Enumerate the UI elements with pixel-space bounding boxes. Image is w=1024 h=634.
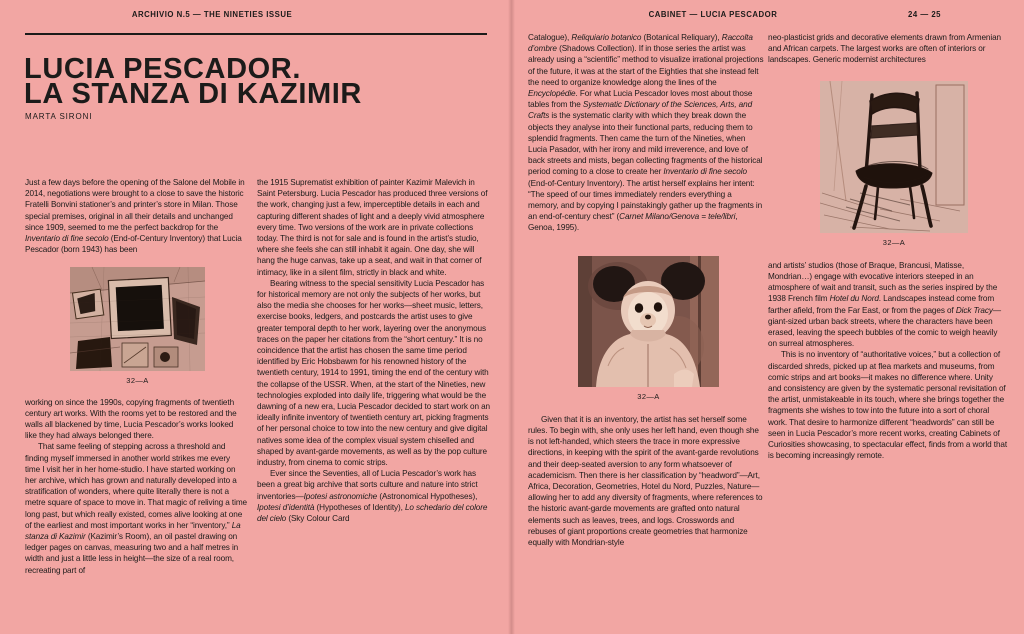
body-column-3 xyxy=(528,32,764,548)
byline-author: MARTA SIRONI xyxy=(25,112,93,121)
body-paragraph: This is no inventory of “authoritative voices,” but a collection of discarded shreds, picked up at flea markets and museums, from comic strips and art books—it makes no difference where. Unity and consistency are given by the systematic personal revisitation of the artist, unmistakeable in its touch, where she brings together the fragments she wishes to tow into the future into a sort of choral work. That desire to harmonize different “headwords” can still be seen in Lucia Pescador’s more recent works, creating Cabinets of Curiosities showcasing, to spectacular effect, finds from a world that is becoming increasingly remote. xyxy=(768,350,1008,461)
chair-sketch-image xyxy=(820,81,968,233)
mouse-ears-portrait-image xyxy=(578,256,719,387)
body-paragraph: That same feeling of stepping across a threshold and finding myself immersed in another world strikes me every time I visit her in her home-studio. I have started working on her archive, which has grown and naturally developed into a stratification of wonders, where quite literally there is not a metre square of space to move in. That magic of reliving a time long past, but which really existed, comes alive looking at one of the earliest and most important works in her “inventory,” La stanza di Kazimir (Kazimir’s Room), an oil pastel drawing on ledger pages on canvas, measuring two and a half metres in width and just a little less in height—the size of a real room, recreating part of xyxy=(25,442,247,575)
running-head-right: CABINET — LUCIA PESCADOR xyxy=(648,10,778,19)
article-title xyxy=(24,53,362,111)
body-paragraph: Catalogue), Reliquiario botanico (Botanical Reliquary), Raccolta d’ombre (Shadows Collection). If in those series the artist was already using a “scientific” method to visualize irrational projections of the future, it was at the start of the Eighties that she instead felt the need to organize knowledge along the lines of the Encyclopédie. For what Lucia Pescador loves most about those tables from the Systematic Dictionary of the Sciences, Arts, and Crafts is the systematic clarity with which they break down the objects they analyse into their functional parts, reducing them to splendid fragments. Then came the turn of the Nineties, when Lucia Pasador, with her irony and mild irreverence, and love of back streets and mists, began collecting fragments of the historical period coming to a close to create her Inventario di fine secolo (End-of-Century Inventory). The artist herself explains her intent: “The speed of our times immediately renders everything a memory, and by copying I painstakingly gather up the fragments in an end-of-century chest” (Carnet Milano/Genova = tele/libri, Genoa, 1995). xyxy=(528,33,764,233)
body-paragraph: the 1915 Suprematist exhibition of painter Kazimir Malevich in Saint Petersburg. Lucia Pescador has produced three versions of the work, changing just a few, imperceptible details in each and capturing different shades of light and a deeply vivid atmosphere every time. Two versions of the work are in private collections today. The third is not for sale and is found in the artist’s studio, where she feels she can still inhabit it again. One day, she will hang the huge canvas, take up a seat, and wait in that corner of intimacy, like in a silent film, strictly in black and white. xyxy=(257,178,488,277)
body-paragraph: Bearing witness to the special sensitivity Lucia Pescador has for historical memory are not only the subjects of her works, but also the media she chooses for her works—sheet music, letters, exercise books, ledgers, and postcards the artist uses to give greater temporal depth to her work, layering over the anonymous traces on the paper her citations from the “short century.” It is no coincidence that the artist has chosen the same time period identified by Eric Hobsbawm for his renowned history of the twentieth century, 1914 to 1991, timing the end of the century with the collapse of the USSR. When, at the start of the Nineties, new technologies exploded into daily life, triggering what would be the dawning of a new era, Lucia Pescador decided to start work on an ideally infinite inventory of twentieth century art, picking fragments of her personal choice to tow into the new century and give digital natives some idea of the complex visual system chiselled and shaped by avant-garde movements, as well as by the pop culture industry, from cinema to comic strips. xyxy=(257,278,491,468)
article-title-line1: LUCIA PESCADOR. xyxy=(24,53,301,86)
figure-caption: 32—A xyxy=(126,376,149,386)
body-column-2 xyxy=(257,177,493,524)
page-folio: 24 — 25 xyxy=(908,10,941,19)
body-paragraph: Just a few days before the opening of the Salone del Mobile in 2014, negotiations were brought to a close to save the historic Fratelli Bonvini stationer’s and printer’s store in Milan. Those special premises, original in all their details and unchanged since 1909, seemed to me the perfect backdrop for the Inventario di fine secolo (End-of-Century Inventory) that Lucia Pescador (born 1943) has been xyxy=(25,178,245,255)
figure-chair-sketch xyxy=(820,81,968,248)
body-paragraph: Ever since the Seventies, all of Lucia Pescador’s work has been a great big archive that sorts culture and nature into strict inventories—Ipotesi astronomiche (Astronomical Hypotheses), Ipotesi d’identità (Hypotheses of Identity), Lo schedario del colore del cielo (Sky Colour Card xyxy=(257,469,488,524)
etching-kazimir-room-image xyxy=(70,267,205,371)
figure-kazimir-room xyxy=(70,267,205,386)
running-head-left: ARCHIVIO N.5 — THE NINETIES ISSUE xyxy=(131,10,293,19)
body-column-4 xyxy=(768,32,1008,461)
body-column-1 xyxy=(25,177,247,576)
body-paragraph: and artists’ studios (those of Braque, Brancusi, Matisse, Mondrian…) engage with evocative interiors steeped in an atmosphere of wait and transit, such as the series inspired by the 1938 French film Hotel du Nord. Landscapes instead come from farther afield, from the Far East, or from the pages of Dick Tracy—giant-sized urban back streets, where the characters have been erased, leaving the speech bubbles of the comic to weigh heavily on surreal atmospheres. xyxy=(768,260,1001,349)
title-rule xyxy=(25,33,487,35)
figure-caption: 32—A xyxy=(637,391,660,401)
page-gutter xyxy=(508,0,515,634)
figure-caption: 32—A xyxy=(882,237,906,247)
body-paragraph: Given that it is an inventory, the artist has set herself some rules. To begin with, she only uses her left hand, even though she is not left-handed, which steers the trace in more expressive directions, in keeping with the spirit of the avant-garde revolutions and their deep-seated aversion to any form whatsoever of academicism. Then there is her classification by “headword”—Art, Africa, Decoration, Geometries, Hotel du Nord, Puzzles, Nature—allowing her to add any diversity of fragments, where references to the historic avant-garde movements are grafted onto natural elements such as leaves, trees, and logs. Crosswords and rebuses of giant proportions create geometries that harmonize equally with Mondrian-style xyxy=(528,414,763,548)
figure-mouse-portrait xyxy=(578,256,719,402)
body-paragraph: working on since the 1990s, copying fragments of twentieth century art works. With the rooms yet to be restored and the walls all blackened by time, Lucia Pescador’s works looked like they had always belonged there. xyxy=(25,397,237,441)
body-paragraph: neo-plasticist grids and decorative elements drawn from Armenian and African carpets. The largest works are often of interiors or landscapes. Generic modernist architectures xyxy=(768,33,1001,65)
article-title-line2: LA STANZA DI KAZIMIR xyxy=(24,78,362,111)
